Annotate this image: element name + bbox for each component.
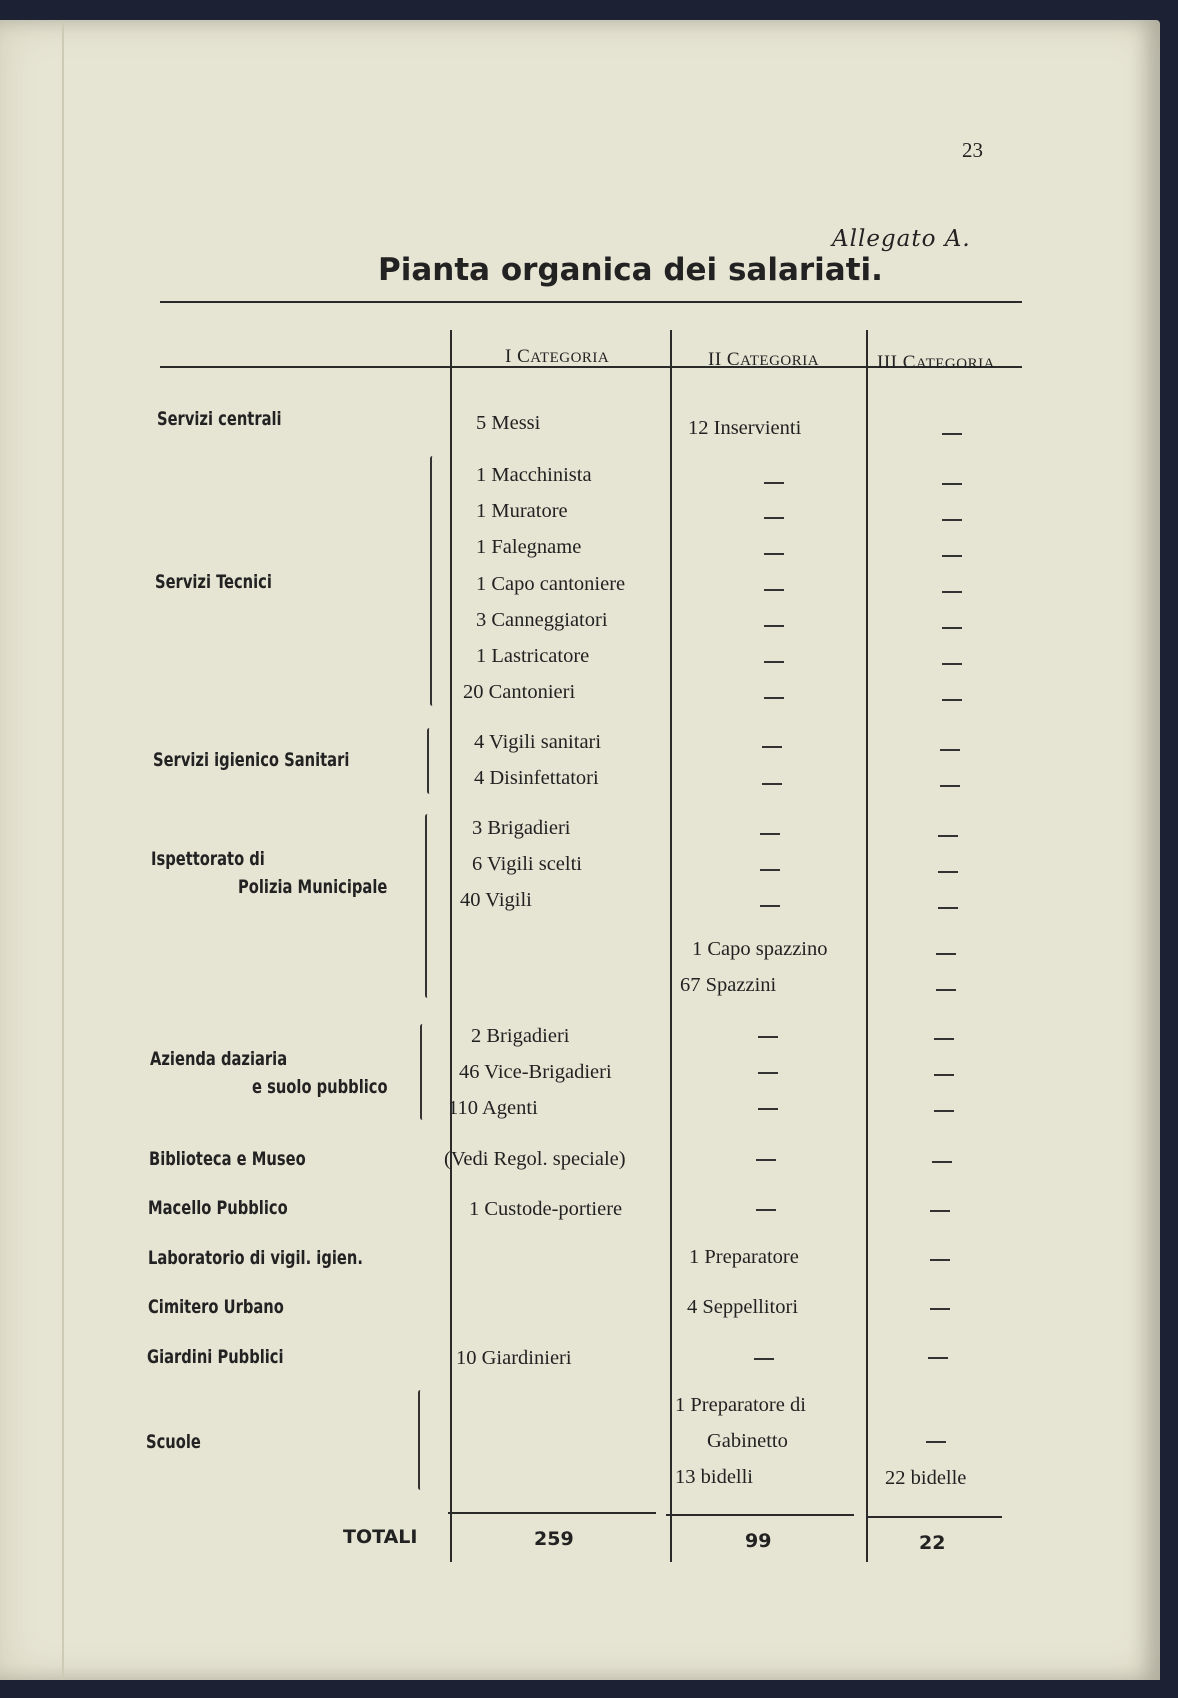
dash <box>934 1038 954 1040</box>
cell-c1: (Vedi Regol. speciale) <box>444 1148 626 1170</box>
dash <box>938 907 958 909</box>
dash <box>760 833 780 835</box>
header-category-3 <box>877 352 995 374</box>
dash <box>934 1110 954 1112</box>
cell-c1: 1 Falegname <box>476 536 582 558</box>
label-cimitero: Cimitero Urbano <box>148 1296 284 1318</box>
dash <box>764 482 784 484</box>
dash <box>936 989 956 991</box>
total-category-1: 259 <box>534 1528 574 1550</box>
cell-c1: 1 Lastricatore <box>476 645 590 667</box>
dash <box>758 1072 778 1074</box>
dash <box>942 591 962 593</box>
header-category-2 <box>708 349 819 371</box>
label-biblioteca: Biblioteca e Museo <box>149 1148 306 1170</box>
dash <box>764 517 784 519</box>
cell-c1: 1 Custode-portiere <box>469 1198 623 1220</box>
cell-c2: Gabinetto <box>707 1430 788 1452</box>
cell-c2: 1 Preparatore di <box>675 1394 806 1416</box>
cell-c1: 3 Canneggiatori <box>476 609 608 631</box>
annex-label: Allegato A. <box>832 226 971 252</box>
binding-gutter <box>62 20 64 1680</box>
header-category-1 <box>505 346 609 368</box>
header-initial: C <box>726 349 741 370</box>
header-roman: III <box>877 352 898 373</box>
dash <box>760 869 780 871</box>
dash <box>934 1074 954 1076</box>
dash <box>764 553 784 555</box>
label-polizia-municipale: Polizia Municipale <box>238 876 388 898</box>
cell-c2: 12 Inservienti <box>688 417 802 439</box>
label-scuole: Scuole <box>146 1431 201 1453</box>
dash <box>762 783 782 785</box>
brace-scuole <box>418 1390 423 1490</box>
cell-c1: 3 Brigadieri <box>472 817 571 839</box>
dash <box>938 871 958 873</box>
totals-label: TOTALI <box>343 1526 418 1548</box>
dash <box>936 953 956 955</box>
total-rule-3 <box>868 1516 1002 1518</box>
dash <box>942 627 962 629</box>
cell-c1: 1 Macchinista <box>476 464 592 486</box>
dash <box>940 749 960 751</box>
brace-ispettorato <box>425 814 430 998</box>
brace-servizi-tecnici <box>430 456 435 706</box>
dash <box>942 663 962 665</box>
dash <box>926 1441 946 1443</box>
label-suolo-pubblico: e suolo pubblico <box>252 1076 388 1098</box>
dash <box>928 1357 948 1359</box>
cell-c1: 4 Disinfettatori <box>474 767 599 789</box>
dash <box>758 1036 778 1038</box>
cell-c1: 110 Agenti <box>448 1097 538 1119</box>
header-rest: ATEGORIA <box>530 350 610 366</box>
cell-c1: 40 Vigili <box>460 889 532 911</box>
dash <box>764 589 784 591</box>
cell-c1: 4 Vigili sanitari <box>474 731 602 753</box>
cell-c2: 4 Seppellitori <box>687 1296 799 1318</box>
total-category-2: 99 <box>745 1530 772 1552</box>
document-page <box>0 20 1160 1680</box>
dash <box>760 905 780 907</box>
label-giardini: Giardini Pubblici <box>147 1346 284 1368</box>
total-category-3: 22 <box>919 1532 946 1554</box>
column-divider-1 <box>450 330 452 1562</box>
dash <box>758 1108 778 1110</box>
cell-c3: 22 bidelle <box>885 1467 967 1489</box>
dash <box>942 433 962 435</box>
page-number: 23 <box>962 138 983 162</box>
label-macello: Macello Pubblico <box>148 1197 288 1219</box>
total-rule-2 <box>666 1514 854 1516</box>
cell-c2: 1 Preparatore <box>689 1246 799 1268</box>
label-servizi-centrali: Servizi centrali <box>157 408 282 430</box>
dash <box>764 625 784 627</box>
dash <box>942 555 962 557</box>
header-rest: ATEGORIA <box>915 356 995 372</box>
dash <box>942 519 962 521</box>
header-initial: C <box>517 346 531 367</box>
dash <box>764 661 784 663</box>
cell-c1: 5 Messi <box>476 412 541 434</box>
dash <box>930 1210 950 1212</box>
brace-servizi-igienico <box>427 728 432 794</box>
dash <box>764 697 784 699</box>
label-servizi-tecnici: Servizi Tecnici <box>155 571 272 593</box>
dash <box>762 746 782 748</box>
dash <box>756 1159 776 1161</box>
table-top-rule <box>160 301 1022 303</box>
header-roman: I <box>505 346 512 367</box>
dash <box>940 785 960 787</box>
total-rule-1 <box>448 1512 656 1514</box>
cell-c1: 1 Capo cantoniere <box>476 573 626 595</box>
brace-azienda <box>420 1024 425 1120</box>
header-initial: C <box>902 352 916 373</box>
label-ispettorato: Ispettorato di <box>151 848 265 870</box>
dash <box>942 483 962 485</box>
column-divider-3 <box>866 330 868 1562</box>
label-servizi-igienico: Servizi igienico Sanitari <box>153 749 350 771</box>
column-divider-2 <box>670 330 672 1562</box>
dash <box>938 835 958 837</box>
header-roman: II <box>708 349 722 370</box>
cell-c1: 6 Vigili scelti <box>472 853 582 875</box>
page-title: Pianta organica dei salariati. <box>378 252 883 288</box>
cell-c2: 67 Spazzini <box>680 974 777 996</box>
label-azienda-daziaria: Azienda daziaria <box>150 1048 288 1070</box>
header-rest: ATEGORIA <box>740 353 820 369</box>
cell-c2: 13 bidelli <box>675 1466 754 1488</box>
dash <box>932 1161 952 1163</box>
dash <box>930 1308 950 1310</box>
cell-c1: 46 Vice-Brigadieri <box>459 1061 612 1083</box>
dash <box>942 699 962 701</box>
dash <box>756 1209 776 1211</box>
cell-c2: 1 Capo spazzino <box>692 938 828 960</box>
label-laboratorio: Laboratorio di vigil. igien. <box>148 1247 363 1269</box>
cell-c1: 10 Giardinieri <box>456 1347 572 1369</box>
cell-c1: 2 Brigadieri <box>471 1025 570 1047</box>
dash <box>754 1358 774 1360</box>
cell-c1: 1 Muratore <box>476 500 568 522</box>
dash <box>930 1259 950 1261</box>
cell-c1: 20 Cantonieri <box>463 681 576 703</box>
